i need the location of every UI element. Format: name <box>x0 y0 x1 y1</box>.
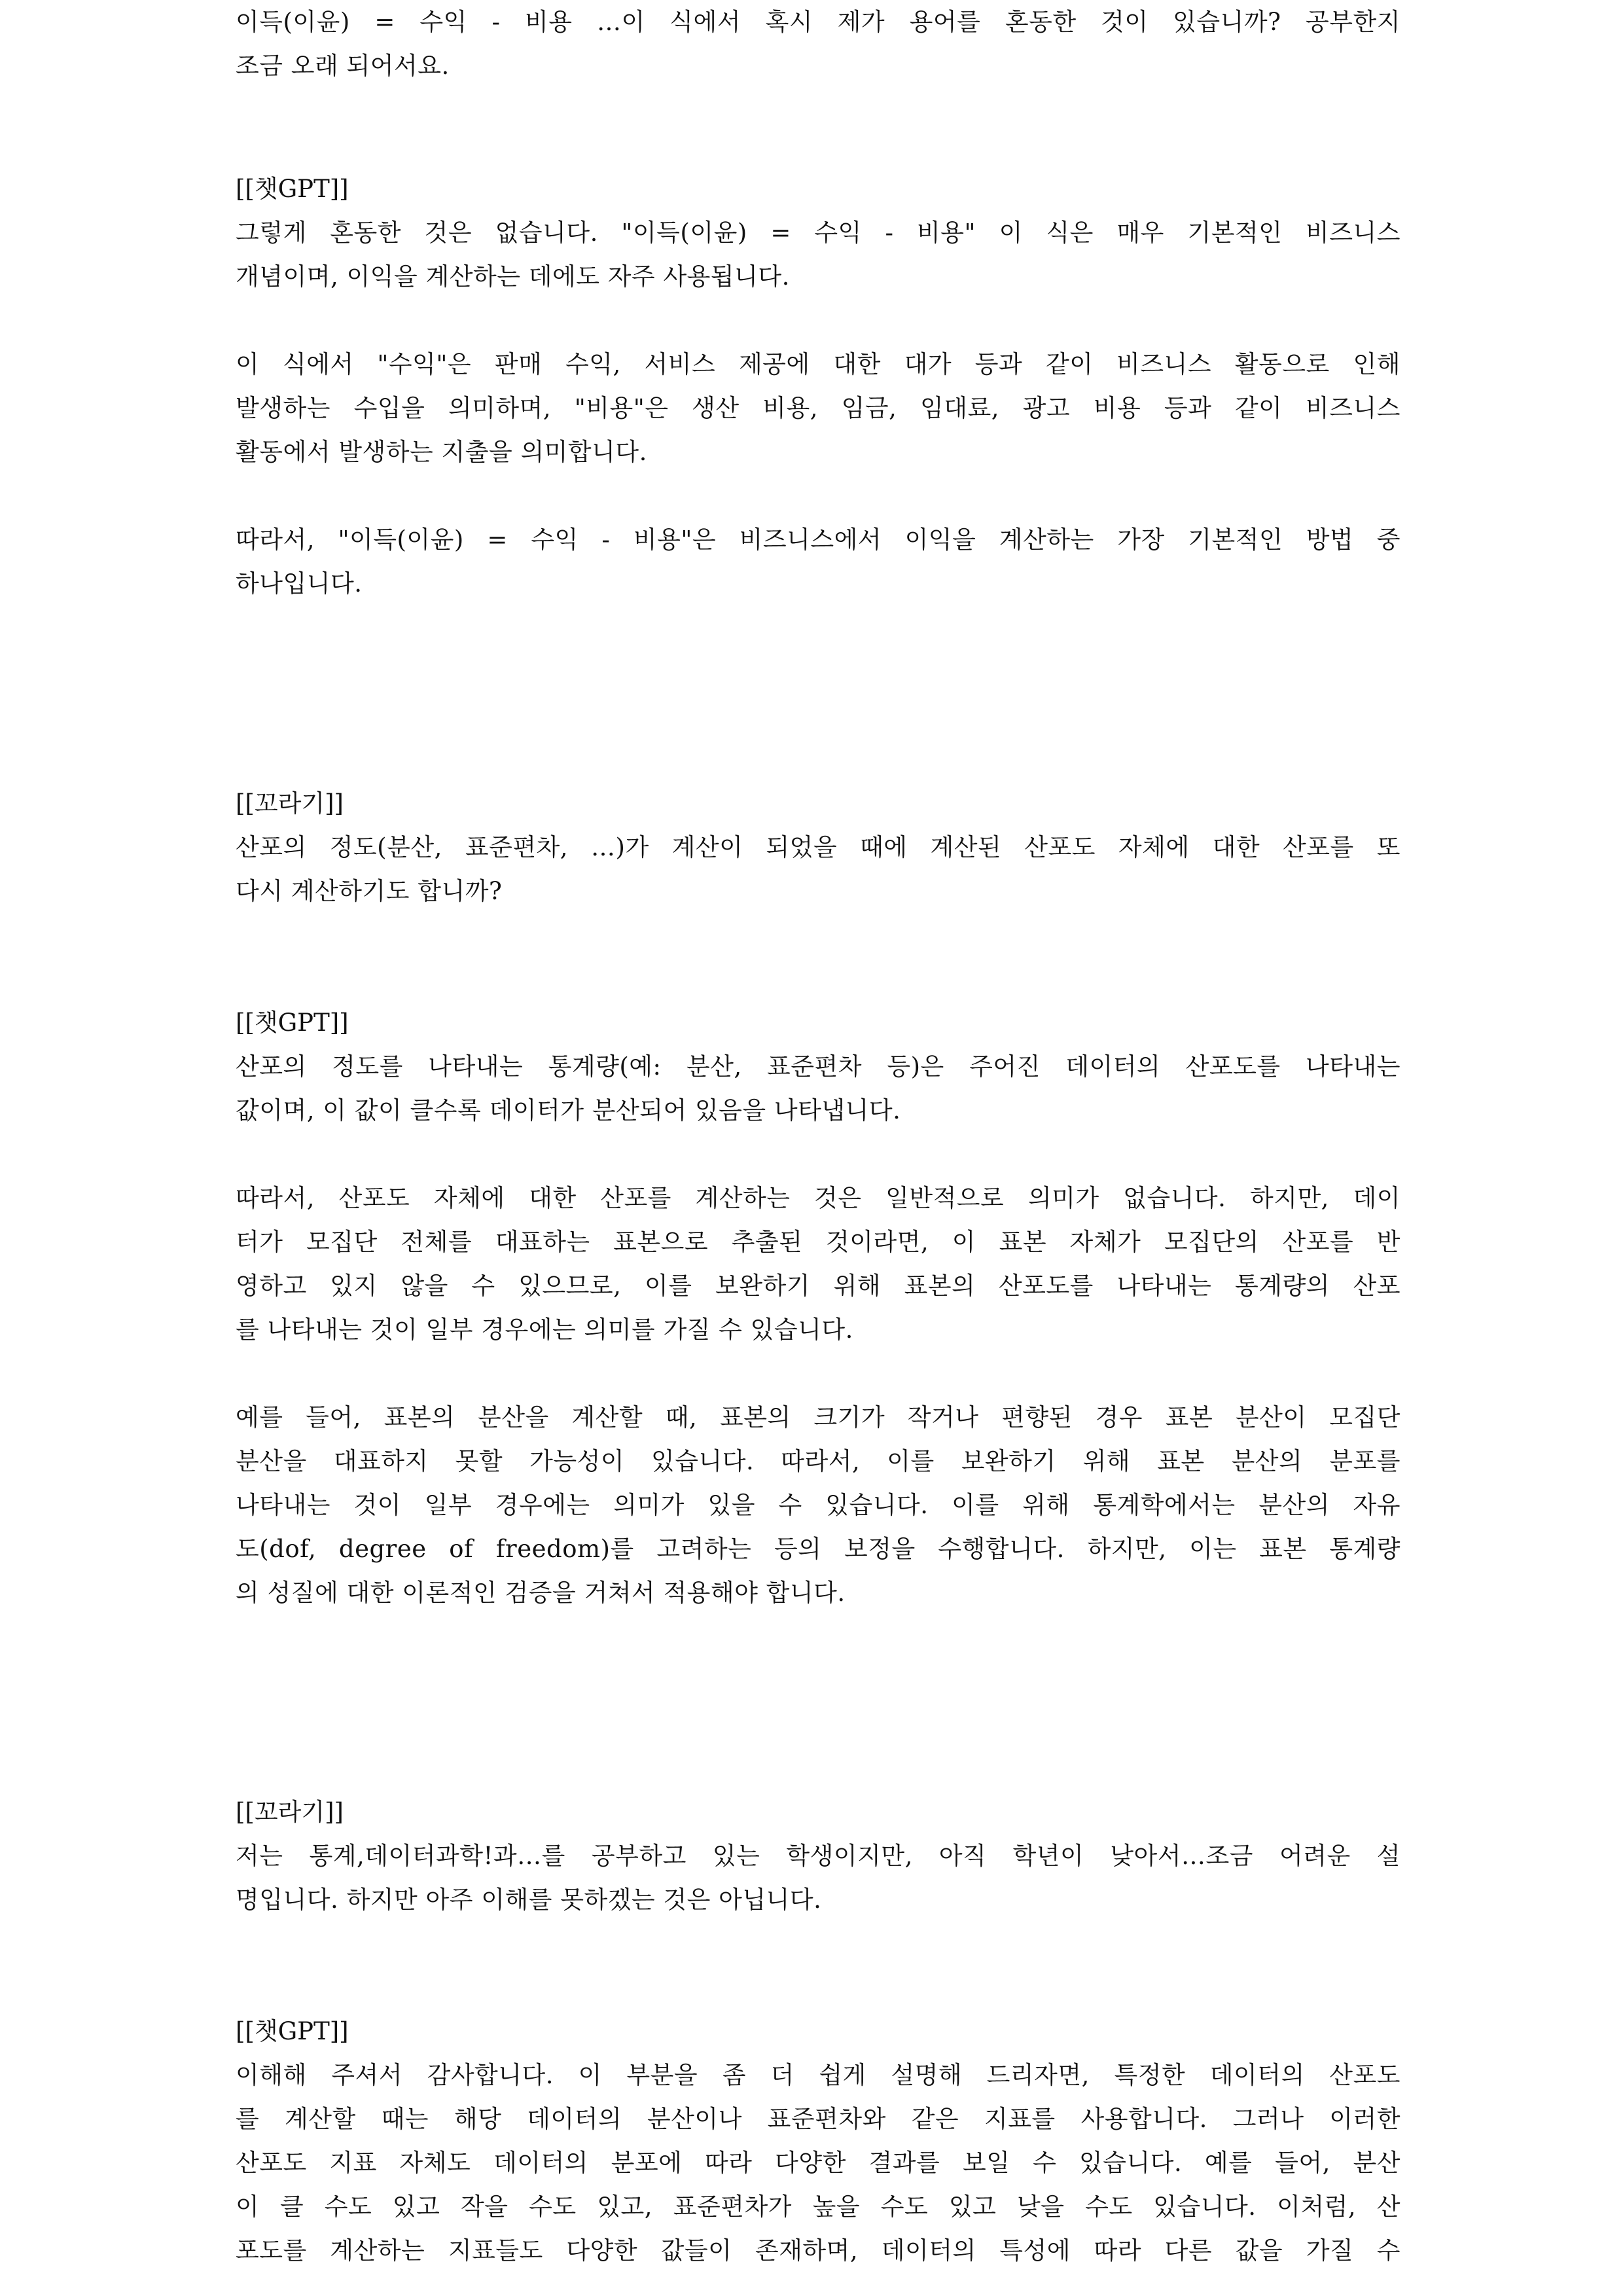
text-line: 따라서, "이득(이윤) = 수익 - 비용"은 비즈니스에서 이익을 계산하는 가장 기본적인 방법 중 <box>236 526 1400 554</box>
text-line: 터가 모집단 전체를 대표하는 표본으로 추출된 것이라면, 이 표본 자체가 모집단의 산포를 반 <box>236 1228 1400 1256</box>
text-line: 이득(이윤) = 수익 - 비용 …이 식에서 혹시 제가 용어를 혼동한 것이 있습니까? 공부한지 <box>236 8 1400 36</box>
text-line: 명입니다. 하지만 아주 이해를 못하겠는 것은 아닙니다. <box>236 1886 822 1914</box>
answer-paragraph <box>236 1176 1400 1352</box>
text-line: 포도를 계산하는 지표들도 다양한 값들이 존재하며, 데이터의 특성에 따라 다른 값을 가질 수 <box>236 2236 1400 2265</box>
text-line: 를 나타내는 것이 일부 경우에는 의미를 가질 수 있습니다. <box>236 1316 853 1344</box>
question-paragraph <box>236 781 1400 913</box>
speaker-label: [[챗GPT]] <box>236 2017 349 2045</box>
answer-paragraph <box>236 342 1400 474</box>
text-line: 이 클 수도 있고 작을 수도 있고, 표준편차가 높을 수도 있고 낮을 수도 있습니다. 이처럼, 산 <box>236 2193 1400 2221</box>
text-line: 산포의 정도를 나타내는 통계량(예: 분산, 표준편차 등)은 주어진 데이터의 산포도를 나타내는 <box>236 1052 1400 1081</box>
answer-paragraph <box>236 518 1400 605</box>
text-line: 저는 통계,데이터과학!과…를 공부하고 있는 학생이지만, 아직 학년이 낮아서…조금 어려운 설 <box>236 1842 1400 1870</box>
text-line: 의 성질에 대한 이론적인 검증을 거쳐서 적용해야 합니다. <box>236 1579 846 1607</box>
text-line: 이 식에서 "수익"은 판매 수익, 서비스 제공에 대한 대가 등과 같이 비즈니스 활동으로 인해 <box>236 350 1400 378</box>
text-line: 나타내는 것이 일부 경우에는 의미가 있을 수 있습니다. 이를 위해 통계학에서는 분산의 자유 <box>236 1491 1400 1519</box>
speaker-label: [[꼬라기]] <box>236 789 344 817</box>
text-line: 값이며, 이 값이 클수록 데이터가 분산되어 있음을 나타냅니다. <box>236 1096 901 1124</box>
text-line: 활동에서 발생하는 지출을 의미합니다. <box>236 438 647 466</box>
text-line: 산포의 정도(분산, 표준편차, …)가 계산이 되었을 때에 계산된 산포도 자체에 대한 산포를 또 <box>236 833 1400 861</box>
text-line: 다시 계산하기도 합니까? <box>236 877 503 905</box>
text-line: 를 계산할 때는 해당 데이터의 분산이나 표준편차와 같은 지표를 사용합니다. 그러나 이러한 <box>236 2105 1400 2133</box>
text-line: 발생하는 수입을 의미하며, "비용"은 생산 비용, 임금, 임대료, 광고 비용 등과 같이 비즈니스 <box>236 394 1400 422</box>
text-line: 그렇게 혼동한 것은 없습니다. "이득(이윤) = 수익 - 비용" 이 식은 매우 기본적인 비즈니스 <box>236 219 1400 247</box>
answer-paragraph <box>236 2009 1400 2272</box>
text-line: 도(dof, degree of freedom)를 고려하는 등의 보정을 수행합니다. 하지만, 이는 표본 통계량 <box>236 1535 1400 1563</box>
text-line: 조금 오래 되어서요. <box>236 52 450 80</box>
answer-paragraph <box>236 1001 1400 1132</box>
text-line: 하나입니다. <box>236 569 363 598</box>
text-line: 따라서, 산포도 자체에 대한 산포를 계산하는 것은 일반적으로 의미가 없습니다. 하지만, 데이 <box>236 1184 1400 1212</box>
question-paragraph <box>236 0 1400 88</box>
speaker-label: [[챗GPT]] <box>236 1009 349 1037</box>
text-line: 개념이며, 이익을 계산하는 데에도 자주 사용됩니다. <box>236 262 790 291</box>
answer-paragraph <box>236 1395 1400 1615</box>
text-line: 이해해 주셔서 감사합니다. 이 부분을 좀 더 쉽게 설명해 드리자면, 특정한 데이터의 산포도 <box>236 2061 1400 2089</box>
text-line: 예를 들어, 표본의 분산을 계산할 때, 표본의 크기가 작거나 편향된 경우 표본 분산이 모집단 <box>236 1403 1400 1431</box>
answer-paragraph <box>236 167 1400 298</box>
text-line: 분산을 대표하지 못할 가능성이 있습니다. 따라서, 이를 보완하기 위해 표본 분산의 분포를 <box>236 1447 1400 1475</box>
speaker-label: [[챗GPT]] <box>236 175 349 203</box>
question-paragraph <box>236 1790 1400 1922</box>
text-line: 영하고 있지 않을 수 있으므로, 이를 보완하기 위해 표본의 산포도를 나타내는 통계량의 산포 <box>236 1272 1400 1300</box>
text-line: 산포도 지표 자체도 데이터의 분포에 따라 다양한 결과를 보일 수 있습니다. 예를 들어, 분산 <box>236 2149 1400 2177</box>
speaker-label: [[꼬라기]] <box>236 1798 344 1826</box>
